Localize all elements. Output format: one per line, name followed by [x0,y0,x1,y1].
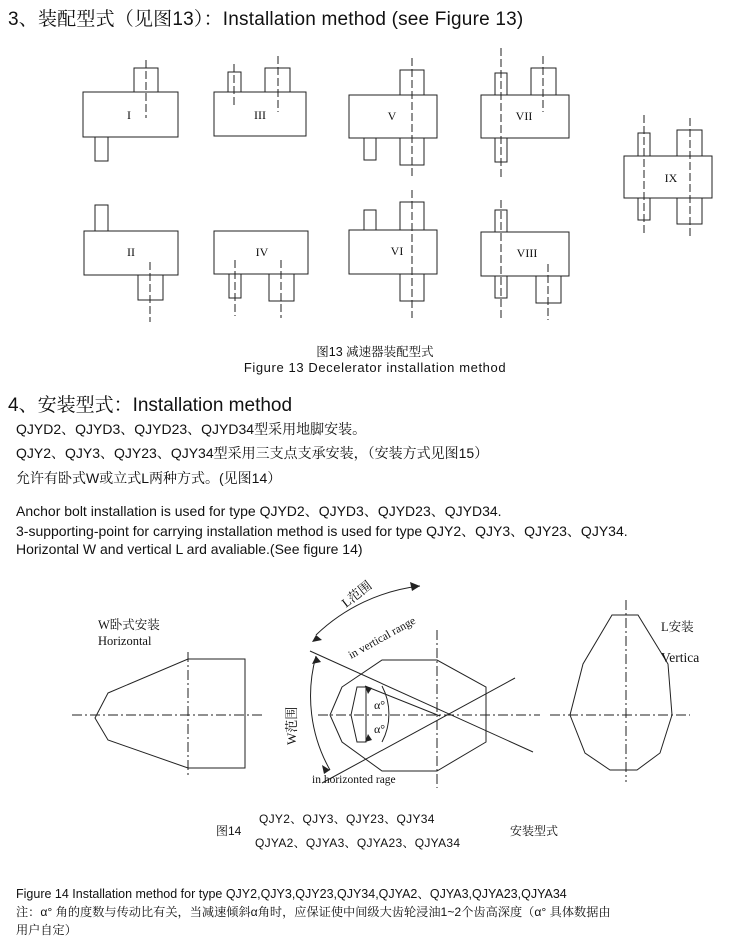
footer-line-1: Figure 14 Installation method for type QJY2,QJY3,QJY23,QJY34,QJYA2、QJYA3,QJYA23,QJYA34 [16,887,567,901]
in-vertical-range-label: in vertical range [346,614,418,662]
form-label-VIII: VIII [516,246,538,260]
inclination-range-shape [310,586,540,788]
cn-line-1: QJYD2、QJYD3、QJYD23、QJYD34型采用地脚安装。 [16,421,367,437]
cn-line-2: QJY2、QJY3、QJY23、QJY34型采用三支点支承安装，（安装方式见图15） [16,445,489,461]
figure-14-caption-right: 安装型式 [510,824,559,838]
form-label-V: V [387,109,397,123]
figure-14-types-1: QJY2、QJY3、QJY23、QJY34 [259,812,435,826]
l-label-cn: L安装 [661,620,694,634]
alpha-label-bottom: α° [374,722,386,736]
footer-line-2: 注：α° 角的度数与传动比有关，当减速倾斜α角时，应保证使中间级大齿轮浸油1~2个齿高深度（α° 具体数据由 [16,905,611,919]
figure-13-diagram [0,0,750,340]
gearbox-form-II [84,205,178,322]
form-label-IV: IV [255,245,269,259]
form-label-II: II [127,245,135,259]
in-horizonted-rage-label: in horizonted rage [312,774,396,786]
en-line-3: Horizontal W and vertical L ard avaliable.(See figure 14) [16,541,363,557]
en-line-2: 3-supporting-point for carrying installation method is used for type QJY2、QJY3、QJY23、QJY34. [16,523,628,539]
w-label-en: Horizontal [98,634,152,648]
l-range-label: L范围 [338,577,375,611]
section-4-heading: 4、安装型式：Installation method [8,395,293,416]
footer-line-3: 用户自定） [16,923,77,937]
figure-14-caption-label: 图14 [216,824,242,838]
gearbox-form-III [214,56,306,136]
l-label-en: Vertica [661,650,700,665]
form-label-I: I [127,108,131,122]
gearbox-form-VIII [481,200,569,320]
form-label-VI: VI [390,244,404,258]
en-line-1: Anchor bolt installation is used for type QJYD2、QJYD3、QJYD23、QJYD34. [16,503,502,519]
figure-14-types-2: QJYA2、QJYA3、QJYA23、QJYA34 [255,836,461,850]
alpha-label-top: α° [374,698,386,712]
w-range-label: W范围 [284,706,299,745]
figure-13-caption-cn: 图13 减速器装配型式 [316,345,434,359]
figure-13-caption-en: Figure 13 Decelerator installation method [243,360,507,375]
form-label-IX: IX [664,171,678,185]
form-label-VII: VII [515,109,533,123]
form-label-III: III [254,108,266,122]
horizontal-install-shape [72,652,265,776]
cn-line-3: 允许有卧式W或立式L两种方式。(见图14） [16,470,282,486]
section-3-heading: 3、装配型式（见图13）：Installation method (see Figure 13) [8,9,524,30]
w-label-cn: W卧式安装 [98,618,160,632]
